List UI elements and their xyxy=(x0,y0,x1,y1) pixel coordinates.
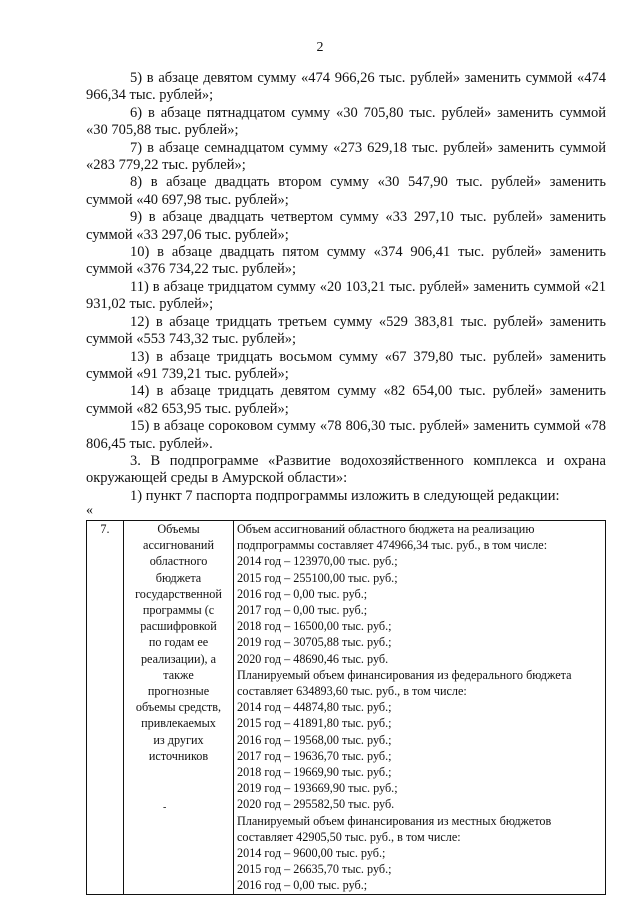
label-line: объемы средств, xyxy=(135,700,222,715)
amendment-paragraph: 12) в абзаце тридцать третьем сумму «529 383,81 тыс. рублей» заменить суммой «553 743,32 тыс. рублей»; xyxy=(86,313,606,348)
label-dash-mark: - xyxy=(163,802,167,814)
amendment-paragraph: 9) в абзаце двадцать четвертом сумму «33 297,10 тыс. рублей» заменить суммой «33 297,06 тыс. рублей»; xyxy=(86,209,606,243)
federal-budget-year-line: 2020 год – 295582,50 тыс. руб. xyxy=(237,797,395,812)
label-line: Объемы xyxy=(157,522,200,536)
local-budget-line: Планируемый объем финансирования из местных бюджетов xyxy=(237,813,552,828)
table-row xyxy=(87,521,606,895)
amendment-paragraph: 10) в абзаце двадцать пятом сумму «374 906,41 тыс. рублей» заменить суммой «376 734,22 тыс. рублей»; xyxy=(86,244,606,278)
subprogram-heading-paragraph: 3. В подпрограмме «Развитие водохозяйственного комплекса и охрана окружающей среды в Амурской области»: xyxy=(86,452,606,487)
regional-budget-year-line: 2017 год – 0,00 тыс. руб.; xyxy=(237,603,368,618)
passport-item-paragraph: 1) пункт 7 паспорта подпрограммы изложить в следующей редакции: xyxy=(130,487,560,504)
regional-budget-line: Объем ассигнований областного бюджета на реализацию xyxy=(237,522,535,536)
federal-budget-line: составляет 634893,60 тыс. руб., в том числе: xyxy=(237,684,467,699)
label-line: по годам ее xyxy=(148,635,209,650)
regional-budget-year-line: 2018 год – 16500,00 тыс. руб.; xyxy=(237,619,392,634)
local-budget-year-line: 2014 год – 9600,00 тыс. руб.; xyxy=(237,846,386,861)
amendment-paragraph: 8) в абзаце двадцать втором сумму «30 547,90 тыс. рублей» заменить суммой «40 697,98 тыс. рублей»; xyxy=(86,174,606,208)
label-line: реализации), а xyxy=(140,651,217,666)
opening-quote-mark: « xyxy=(86,503,93,518)
federal-budget-year-line: 2014 год – 44874,80 тыс. руб.; xyxy=(237,700,392,715)
amendment-paragraph: 11) в абзаце тридцатом сумму «20 103,21 тыс. рублей» заменить суммой «21 931,02 тыс. рублей»; xyxy=(86,278,606,313)
label-line: государственной xyxy=(135,586,222,601)
federal-budget-year-line: 2019 год – 193669,90 тыс. руб.; xyxy=(237,781,398,796)
federal-budget-year-line: 2017 год – 19636,70 тыс. руб.; xyxy=(237,748,392,763)
federal-budget-line: Планируемый объем финансирования из федерального бюджета xyxy=(237,667,572,682)
label-line: программы (с xyxy=(142,603,215,618)
local-budget-year-line: 2016 год – 0,00 тыс. руб.; xyxy=(237,878,368,893)
label-line: привлекаемых xyxy=(141,716,216,731)
row-number-cell: 7. xyxy=(87,521,124,895)
federal-budget-year-line: 2018 год – 19669,90 тыс. руб.; xyxy=(237,765,392,780)
amendment-paragraph: 15) в абзаце сороковом сумму «78 806,30 тыс. рублей» заменить суммой «78 806,45 тыс. рублей». xyxy=(86,418,606,452)
amendment-paragraph: 5) в абзаце девятом сумму «474 966,26 тыс. рублей» заменить суммой «474 966,34 тыс. рублей»; xyxy=(86,70,606,104)
amendment-paragraph: 6) в абзаце пятнадцатом сумму «30 705,80 тыс. рублей» заменить суммой «30 705,88 тыс. рублей»; xyxy=(86,104,606,139)
document-body xyxy=(86,70,606,505)
label-line: расшифровкой xyxy=(140,619,217,634)
regional-budget-year-line: 2020 год – 48690,46 тыс. руб. xyxy=(237,651,389,666)
label-line: также xyxy=(163,667,194,682)
local-budget-year-line: 2015 год – 26635,70 тыс. руб.; xyxy=(237,862,392,877)
page-number: 2 xyxy=(316,40,324,55)
regional-budget-year-line: 2015 год – 255100,00 тыс. руб.; xyxy=(237,570,398,585)
federal-budget-year-line: 2016 год – 19568,00 тыс. руб.; xyxy=(237,732,392,747)
local-budget-line: составляет 42905,50 тыс. руб., в том числе: xyxy=(237,829,461,844)
label-line: из других xyxy=(153,732,204,747)
regional-budget-year-line: 2016 год – 0,00 тыс. руб.; xyxy=(237,586,368,601)
regional-budget-year-line: 2019 год – 30705,88 тыс. руб.; xyxy=(237,635,392,650)
row-content-cell xyxy=(234,521,606,895)
federal-budget-year-line: 2015 год – 41891,80 тыс. руб.; xyxy=(237,716,392,731)
amendment-paragraph: 7) в абзаце семнадцатом сумму «273 629,18 тыс. рублей» заменить суммой «283 779,22 тыс. рублей»; xyxy=(86,139,606,174)
label-line: прогнозные xyxy=(147,684,210,699)
passport-table xyxy=(86,520,606,895)
regional-budget-year-line: 2014 год – 123970,00 тыс. руб.; xyxy=(237,554,398,569)
label-line: областного xyxy=(149,554,208,569)
amendment-paragraph: 14) в абзаце тридцать девятом сумму «82 654,00 тыс. рублей» заменить суммой «82 653,95 тыс. рублей»; xyxy=(86,383,606,417)
row-label-cell xyxy=(124,521,234,895)
amendment-paragraph: 13) в абзаце тридцать восьмом сумму «67 379,80 тыс. рублей» заменить суммой «91 739,21 тыс. рублей»; xyxy=(86,348,606,382)
label-line: источников xyxy=(148,748,209,763)
label-line: бюджета xyxy=(155,570,202,585)
label-line: ассигнований xyxy=(143,538,214,553)
regional-budget-line: подпрограммы составляет 474966,34 тыс. руб., в том числе: xyxy=(237,538,548,553)
